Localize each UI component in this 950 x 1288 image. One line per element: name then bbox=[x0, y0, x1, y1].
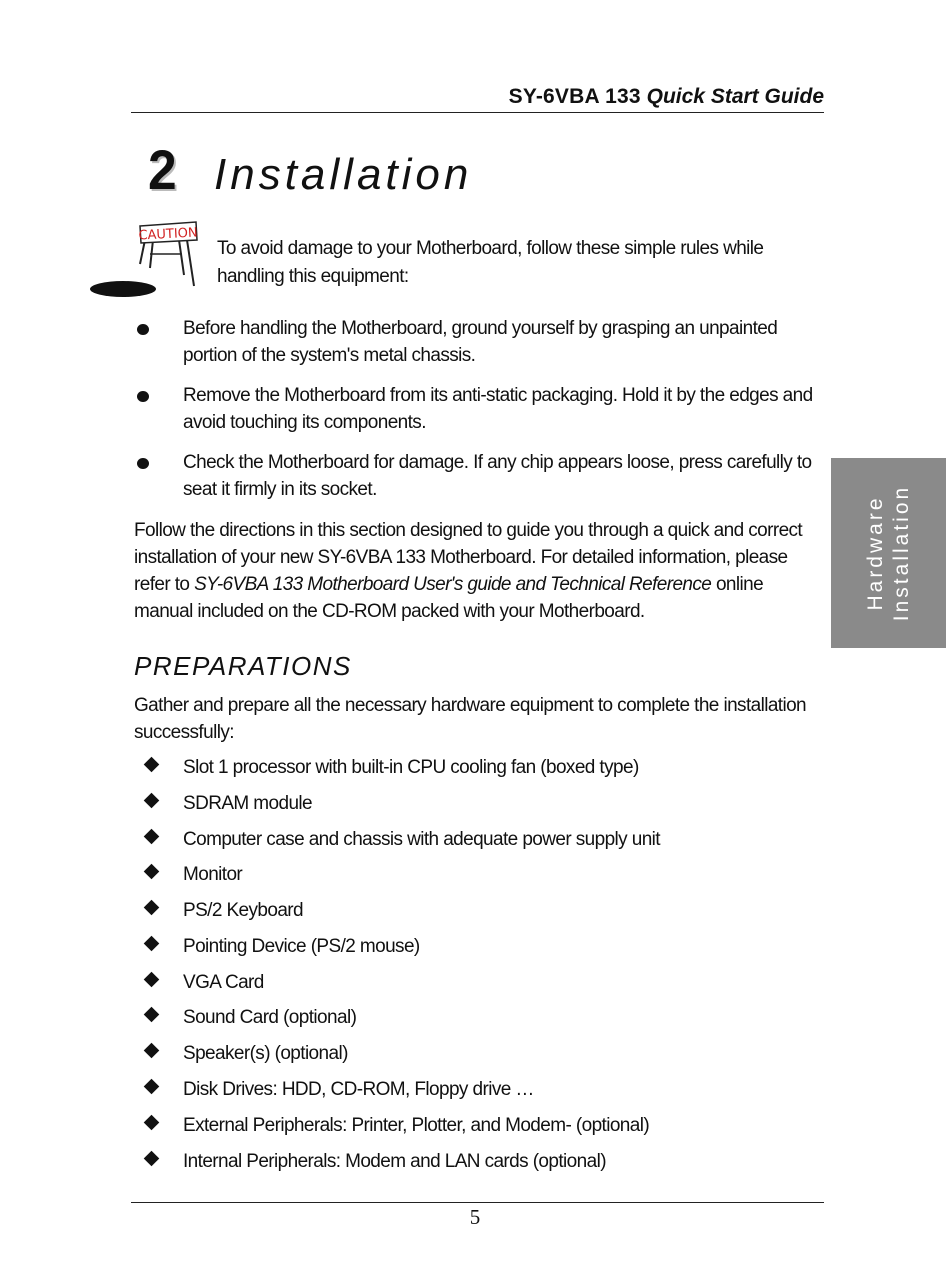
list-item-text: External Peripherals: Printer, Plotter, and Modem- (optional) bbox=[183, 1115, 650, 1136]
diamond-bullet-icon bbox=[144, 972, 160, 988]
diamond-bullet-icon bbox=[144, 1007, 160, 1023]
list-item bbox=[0, 933, 950, 963]
list-item-text: PS/2 Keyboard bbox=[183, 900, 304, 921]
bullet-dot bbox=[137, 391, 149, 402]
list-item bbox=[0, 754, 950, 784]
list-item bbox=[0, 790, 950, 820]
list-item bbox=[0, 1040, 950, 1070]
caution-text: To avoid damage to your Motherboard, follow these simple rules while handling this equipment: bbox=[217, 238, 764, 287]
diamond-bullet-icon bbox=[144, 1151, 160, 1167]
list-item bbox=[0, 1004, 950, 1034]
footer-divider bbox=[131, 1202, 824, 1203]
diamond-bullet-icon bbox=[144, 1115, 160, 1131]
preparations-intro: Gather and prepare all the necessary hardware equipment to complete the installation successfully: bbox=[134, 695, 807, 743]
page-header bbox=[131, 82, 824, 113]
caution-sign-text: CAUTION bbox=[138, 225, 199, 244]
manual-reference: SY-6VBA 133 Motherboard User's guide and Technical Reference bbox=[194, 574, 712, 595]
section-title: PREPARATIONS bbox=[134, 651, 352, 681]
list-item-text: Disk Drives: HDD, CD-ROM, Floppy drive … bbox=[183, 1079, 534, 1100]
side-tab-line-1: Hardware bbox=[863, 495, 887, 611]
header-model: SY-6VBA 133 bbox=[508, 85, 641, 108]
chapter-number: 2 bbox=[148, 138, 177, 201]
diamond-bullet-icon bbox=[144, 757, 160, 773]
list-item-text: Sound Card (optional) bbox=[183, 1007, 357, 1028]
intro-text-1: Follow the directions in this section designed to guide you through a quick and correct installation of your new SY-6VBA 133 Motherboard. For detailed information, please refer to bbox=[134, 520, 803, 595]
diamond-bullet-icon bbox=[144, 829, 160, 845]
intro-paragraph bbox=[134, 517, 824, 625]
bullet-dot bbox=[137, 324, 149, 335]
list-item-text: Check the Motherboard for damage. If any chip appears loose, press carefully to seat it firmly in its socket. bbox=[183, 452, 812, 500]
list-item bbox=[0, 861, 950, 891]
diamond-bullet-icon bbox=[144, 900, 160, 916]
list-item bbox=[0, 1148, 950, 1178]
page-number: 5 bbox=[469, 1205, 481, 1229]
section-side-tab bbox=[831, 458, 946, 648]
list-item bbox=[0, 897, 950, 927]
list-item bbox=[0, 969, 950, 999]
list-item bbox=[0, 826, 950, 856]
diamond-bullet-icon bbox=[144, 864, 160, 880]
list-item-text: Computer case and chassis with adequate power supply unit bbox=[183, 829, 660, 850]
list-item-text: Remove the Motherboard from its anti-static packaging. Hold it by the edges and avoid touching its components. bbox=[183, 385, 813, 433]
list-item bbox=[0, 1112, 950, 1142]
caution-sign-icon bbox=[90, 220, 202, 302]
diamond-bullet-icon bbox=[144, 793, 160, 809]
list-item-text: Pointing Device (PS/2 mouse) bbox=[183, 936, 420, 957]
list-item-text: SDRAM module bbox=[183, 793, 313, 814]
header-guide-title: Quick Start Guide bbox=[646, 85, 824, 108]
list-item bbox=[0, 1076, 950, 1106]
diamond-bullet-icon bbox=[144, 1079, 160, 1095]
bullet-dot bbox=[137, 458, 149, 469]
chapter-title: Installation bbox=[214, 150, 473, 199]
list-item-text: Before handling the Motherboard, ground yourself by grasping an unpainted portion of the system's metal chassis. bbox=[183, 318, 778, 366]
list-item-text: Speaker(s) (optional) bbox=[183, 1043, 348, 1064]
diamond-bullet-icon bbox=[144, 936, 160, 952]
side-tab-line-2: Installation bbox=[889, 484, 913, 622]
list-item-text: VGA Card bbox=[183, 972, 264, 993]
diamond-bullet-icon bbox=[144, 1043, 160, 1059]
list-item-text: Monitor bbox=[183, 864, 243, 885]
list-item-text: Slot 1 processor with built-in CPU cooling fan (boxed type) bbox=[183, 757, 639, 778]
list-item-text: Internal Peripherals: Modem and LAN cards (optional) bbox=[183, 1151, 606, 1172]
intro-text-2: online manual included on the CD-ROM packed with your Motherboard. bbox=[134, 574, 764, 622]
